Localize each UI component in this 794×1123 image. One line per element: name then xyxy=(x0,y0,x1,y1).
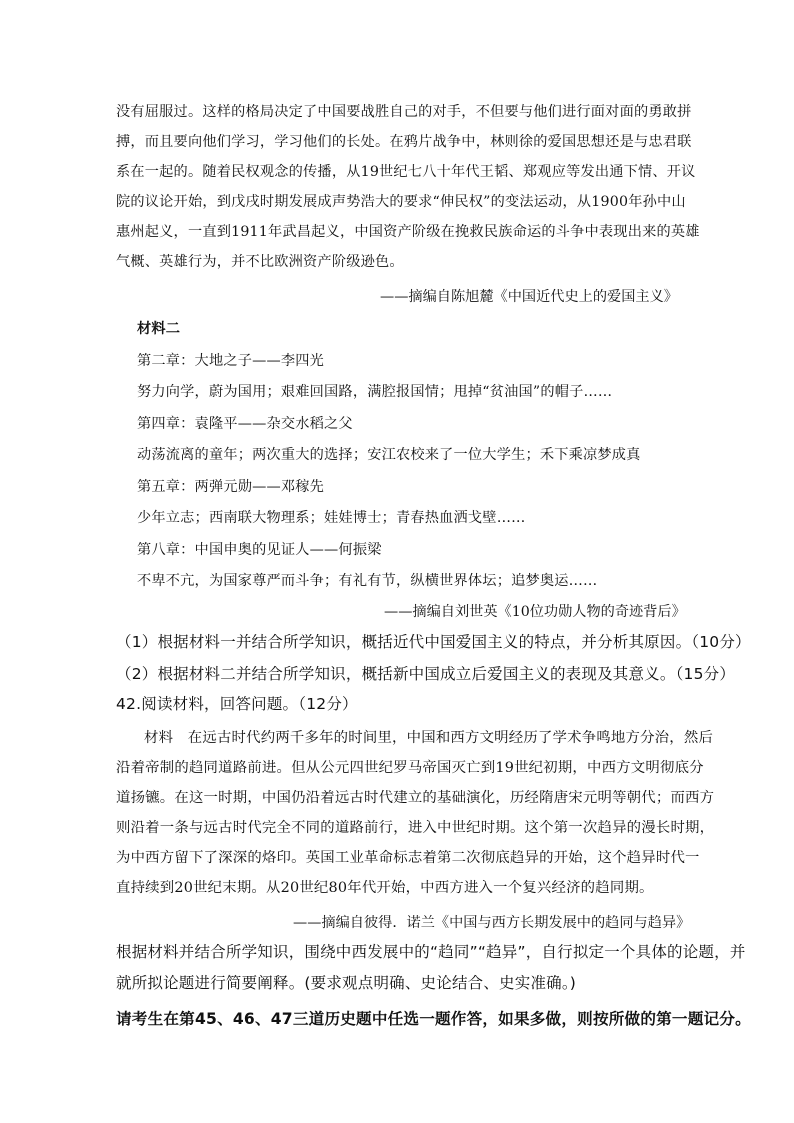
material2-line-4: 动荡流离的童年；两次重大的选择；安江农校来了一位大学生；禾下乘凉梦成真 xyxy=(137,447,641,463)
question-1: （1）根据材料一并结合所学知识，概括近代中国爱国主义的特点，并分析其原因。（10分） xyxy=(116,633,751,651)
material1-line-2: 搏，而且要向他们学习，学习他们的长处。在鸦片战争中，林则徐的爱国思想还是与忠君联 xyxy=(116,134,692,150)
question-42-source: ——摘编自彼得．诺兰《中国与西方长期发展中的趋同与趋异》 xyxy=(293,915,691,931)
material1-line-4: 院的议论开始，到戊戌时期发展成声势浩大的要求“伸民权”的变法运动，从1900年孙中山 xyxy=(116,194,686,210)
question-42-material-line-6: 直持续到20世纪末期。从20世纪80年代开始，中西方进入一个复兴经济的趋同期。 xyxy=(116,880,654,896)
material2-line-5: 第五章：两弹元勋——邓稼先 xyxy=(137,479,325,495)
question-42-prompt-line-2: 就所拟论题进行简要阐释。(要求观点明确、史论结合、史实准确。) xyxy=(116,974,577,992)
elective-instruction: 请考生在第45、46、47三道历史题中任选一题作答，如果多做，则按所做的第一题记分。 xyxy=(116,1010,751,1028)
material1-line-6: 气概、英雄行为，并不比欧洲资产阶级逊色。 xyxy=(116,254,404,270)
material2-line-7: 第八章：中国申奥的见证人——何振梁 xyxy=(137,542,382,558)
material1-line-1: 没有屈服过。这样的格局决定了中国要战胜自己的对手，不但要与他们进行面对面的勇敢拼 xyxy=(116,104,692,120)
question-42-material-line-1: 材料 在远古时代约两千多年的时间里，中国和西方文明经历了学术争鸣地方分治，然后 xyxy=(144,730,714,746)
material2-title: 材料二 xyxy=(137,321,181,337)
material1-line-3: 系在一起的。随着民权观念的传播，从19世纪七八十年代王韬、郑观应等发出通下情、开议 xyxy=(116,164,696,180)
material1-line-5: 惠州起义，一直到1911年武昌起义，中国资产阶级在挽救民族命运的斗争中表现出来的英雄 xyxy=(116,224,700,240)
material2-line-6: 少年立志；西南联大物理系；娃娃博士；青春热血洒戈壁…… xyxy=(137,510,526,526)
material2-line-2: 努力向学，蔚为国用；艰难回国路，满腔报国情；甩掉“贫油国”的帽子…… xyxy=(137,384,613,400)
material1-source: ——摘编自陈旭麓《中国近代史上的爱国主义》 xyxy=(380,289,678,305)
question-42-material-line-2: 沿着帝制的趋同道路前进。但从公元四世纪罗马帝国灭亡到19世纪初期，中西方文明彻底分 xyxy=(116,760,704,776)
question-42-prompt-line-1: 根据材料并结合所学知识，围绕中西发展中的“趋同”“趋异”，自行拟定一个具体的论题，并 xyxy=(116,943,746,961)
question-42-material-line-3: 道扬镳。在这一时期，中国仍沿着远古时代建立的基础演化，历经隋唐宋元明等朝代；而西方 xyxy=(116,790,715,806)
material2-source: ——摘编自刘世英《10位功勋人物的奇迹背后》 xyxy=(384,604,686,620)
material2-line-1: 第二章：大地之子——李四光 xyxy=(137,353,325,369)
question-2: （2）根据材料二并结合所学知识，概括新中国成立后爱国主义的表现及其意义。（15分） xyxy=(116,665,736,683)
question-42-title: 42.阅读材料，回答问题。（12分） xyxy=(116,695,358,713)
question-42-material-line-4: 则沿着一条与远古时代完全不同的道路前行，进入中世纪时期。这个第一次趋异的漫长时期， xyxy=(116,820,715,836)
material2-line-3: 第四章：袁隆平——杂交水稻之父 xyxy=(137,416,353,432)
material2-line-8: 不卑不亢，为国家尊严而斗争；有礼有节，纵横世界体坛；追梦奥运…… xyxy=(137,573,598,589)
question-42-material-line-5: 为中西方留下了深深的烙印。英国工业革命标志着第二次彻底趋异的开始，这个趋异时代一 xyxy=(116,850,700,866)
